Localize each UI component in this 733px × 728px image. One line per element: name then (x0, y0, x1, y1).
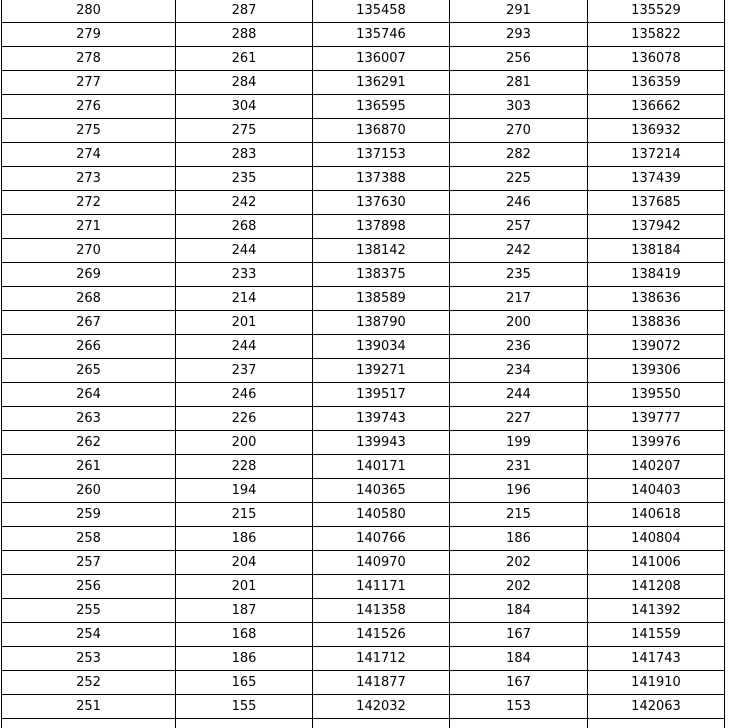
table-cell: 139943 (313, 431, 450, 455)
table-cell: 293 (450, 23, 588, 47)
table-cell: 252 (2, 671, 176, 695)
table-row (2, 695, 725, 719)
table-row (2, 191, 725, 215)
table-row-partial (2, 719, 725, 728)
table-cell: 140970 (313, 551, 450, 575)
table-cell: 283 (176, 143, 313, 167)
table-cell: 228 (176, 455, 313, 479)
table-cell: 280 (2, 0, 176, 23)
table-row (2, 647, 725, 671)
table-cell: 263 (2, 407, 176, 431)
table-cell: 214 (176, 287, 313, 311)
table-cell: 184 (450, 647, 588, 671)
table-cell: 226 (176, 407, 313, 431)
table-cell: 279 (2, 23, 176, 47)
table-cell: 253 (2, 647, 176, 671)
table-row (2, 479, 725, 503)
table-cell: 261 (176, 47, 313, 71)
table-cell: 139517 (313, 383, 450, 407)
table-cell: 140207 (588, 455, 725, 479)
table-cell: 140766 (313, 527, 450, 551)
table-cell: 140365 (313, 479, 450, 503)
table-row (2, 0, 725, 23)
table-cell: 137630 (313, 191, 450, 215)
table-cell: 272 (2, 191, 176, 215)
table-row (2, 167, 725, 191)
table-cell: 242 (176, 191, 313, 215)
table-cell: 135458 (313, 0, 450, 23)
table-cell: 140403 (588, 479, 725, 503)
table-cell: 135746 (313, 23, 450, 47)
table-cell: 261 (2, 455, 176, 479)
table-row (2, 527, 725, 551)
table-cell: 231 (450, 455, 588, 479)
table-row (2, 95, 725, 119)
table-row (2, 575, 725, 599)
table-cell: 275 (176, 119, 313, 143)
table-cell: 136870 (313, 119, 450, 143)
table-cell: 284 (176, 71, 313, 95)
table-cell: 227 (450, 407, 588, 431)
table-cell: 138790 (313, 311, 450, 335)
table-cell: 278 (2, 47, 176, 71)
table-row (2, 599, 725, 623)
table-cell: 136932 (588, 119, 725, 143)
table-cell: 246 (176, 383, 313, 407)
table-row (2, 263, 725, 287)
table-row (2, 431, 725, 455)
table-cell: 282 (450, 143, 588, 167)
table-cell: 138589 (313, 287, 450, 311)
table-cell: 199 (450, 431, 588, 455)
table-cell (176, 719, 313, 728)
table-cell: 141910 (588, 671, 725, 695)
table-cell: 233 (176, 263, 313, 287)
table-cell: 200 (450, 311, 588, 335)
table-cell: 257 (450, 215, 588, 239)
table-cell: 139306 (588, 359, 725, 383)
score-distribution-table (1, 0, 725, 728)
table-cell: 139743 (313, 407, 450, 431)
table-cell: 268 (2, 287, 176, 311)
table-cell: 269 (2, 263, 176, 287)
table-cell: 139034 (313, 335, 450, 359)
table-cell: 136291 (313, 71, 450, 95)
table-cell: 186 (176, 527, 313, 551)
table-cell: 138184 (588, 239, 725, 263)
table-cell: 270 (450, 119, 588, 143)
table-cell: 266 (2, 335, 176, 359)
table-cell (588, 719, 725, 728)
table-cell: 259 (2, 503, 176, 527)
table-cell: 287 (176, 0, 313, 23)
table-cell: 138636 (588, 287, 725, 311)
table-cell: 186 (176, 647, 313, 671)
table-row (2, 335, 725, 359)
table-cell: 288 (176, 23, 313, 47)
table-row (2, 119, 725, 143)
table-cell: 141559 (588, 623, 725, 647)
table-cell: 242 (450, 239, 588, 263)
table-cell: 187 (176, 599, 313, 623)
table-row (2, 455, 725, 479)
table-cell: 141006 (588, 551, 725, 575)
table-cell: 137153 (313, 143, 450, 167)
table-row (2, 47, 725, 71)
table-cell: 142063 (588, 695, 725, 719)
table-row (2, 215, 725, 239)
table-cell (2, 719, 176, 728)
table-cell: 139072 (588, 335, 725, 359)
table-row (2, 287, 725, 311)
table-row (2, 239, 725, 263)
table-cell: 139976 (588, 431, 725, 455)
table-cell: 141171 (313, 575, 450, 599)
table-cell: 137898 (313, 215, 450, 239)
table-cell: 264 (2, 383, 176, 407)
table-cell: 234 (450, 359, 588, 383)
table-cell: 235 (176, 167, 313, 191)
table-cell: 304 (176, 95, 313, 119)
table-cell: 236 (450, 335, 588, 359)
table-cell: 262 (2, 431, 176, 455)
table-cell: 274 (2, 143, 176, 167)
table-row (2, 383, 725, 407)
table-cell: 254 (2, 623, 176, 647)
table-row (2, 23, 725, 47)
table-cell: 140804 (588, 527, 725, 551)
table-row (2, 551, 725, 575)
table-cell: 136595 (313, 95, 450, 119)
table-cell: 201 (176, 311, 313, 335)
table-cell: 194 (176, 479, 313, 503)
table-cell: 136078 (588, 47, 725, 71)
table-cell: 202 (450, 575, 588, 599)
table-cell: 246 (450, 191, 588, 215)
table-cell: 255 (2, 599, 176, 623)
table-cell: 235 (450, 263, 588, 287)
table-cell: 237 (176, 359, 313, 383)
table-cell: 167 (450, 623, 588, 647)
table-cell: 273 (2, 167, 176, 191)
table-cell: 275 (2, 119, 176, 143)
table-cell: 217 (450, 287, 588, 311)
table-cell: 142032 (313, 695, 450, 719)
table-cell: 138142 (313, 239, 450, 263)
table-cell: 140580 (313, 503, 450, 527)
table-cell: 265 (2, 359, 176, 383)
table-cell: 138836 (588, 311, 725, 335)
table-cell: 276 (2, 95, 176, 119)
table-cell: 200 (176, 431, 313, 455)
table-row (2, 623, 725, 647)
table-cell: 135822 (588, 23, 725, 47)
table-cell: 303 (450, 95, 588, 119)
table-cell: 167 (450, 671, 588, 695)
table-cell: 201 (176, 575, 313, 599)
table-cell: 244 (176, 239, 313, 263)
table-cell: 140618 (588, 503, 725, 527)
table-cell: 136359 (588, 71, 725, 95)
table-cell: 135529 (588, 0, 725, 23)
table-cell: 277 (2, 71, 176, 95)
table-cell: 168 (176, 623, 313, 647)
table-cell: 153 (450, 695, 588, 719)
table-cell (313, 719, 450, 728)
table-cell: 141392 (588, 599, 725, 623)
table-cell: 244 (176, 335, 313, 359)
table-cell: 184 (450, 599, 588, 623)
table-row (2, 71, 725, 95)
table-cell: 139271 (313, 359, 450, 383)
table-cell: 267 (2, 311, 176, 335)
table-row (2, 671, 725, 695)
table-cell: 225 (450, 167, 588, 191)
table-row (2, 143, 725, 167)
table-cell: 256 (450, 47, 588, 71)
table-cell: 141743 (588, 647, 725, 671)
table-cell: 141208 (588, 575, 725, 599)
table-cell: 204 (176, 551, 313, 575)
table-cell: 256 (2, 575, 176, 599)
table-cell: 138375 (313, 263, 450, 287)
table-cell: 140171 (313, 455, 450, 479)
table-cell: 137942 (588, 215, 725, 239)
table-cell: 136662 (588, 95, 725, 119)
table-cell: 215 (176, 503, 313, 527)
table-cell (450, 719, 588, 728)
table-row (2, 359, 725, 383)
table-row (2, 407, 725, 431)
table-cell: 141877 (313, 671, 450, 695)
table-cell: 141712 (313, 647, 450, 671)
table-cell: 271 (2, 215, 176, 239)
table-cell: 281 (450, 71, 588, 95)
table-cell: 137685 (588, 191, 725, 215)
table-cell: 137439 (588, 167, 725, 191)
table-cell: 257 (2, 551, 176, 575)
table-cell: 141358 (313, 599, 450, 623)
table-cell: 139550 (588, 383, 725, 407)
table-cell: 244 (450, 383, 588, 407)
table-cell: 136007 (313, 47, 450, 71)
table-cell: 155 (176, 695, 313, 719)
table-cell: 138419 (588, 263, 725, 287)
table-cell: 258 (2, 527, 176, 551)
table-row (2, 311, 725, 335)
table-row (2, 503, 725, 527)
table-cell: 291 (450, 0, 588, 23)
table-cell: 260 (2, 479, 176, 503)
table-cell: 165 (176, 671, 313, 695)
table-cell: 215 (450, 503, 588, 527)
table-cell: 137214 (588, 143, 725, 167)
table-cell: 270 (2, 239, 176, 263)
table-cell: 202 (450, 551, 588, 575)
table-cell: 186 (450, 527, 588, 551)
table-cell: 141526 (313, 623, 450, 647)
table-cell: 268 (176, 215, 313, 239)
table-cell: 137388 (313, 167, 450, 191)
table-body (2, 0, 725, 728)
table-cell: 196 (450, 479, 588, 503)
table-cell: 139777 (588, 407, 725, 431)
table-cell: 251 (2, 695, 176, 719)
